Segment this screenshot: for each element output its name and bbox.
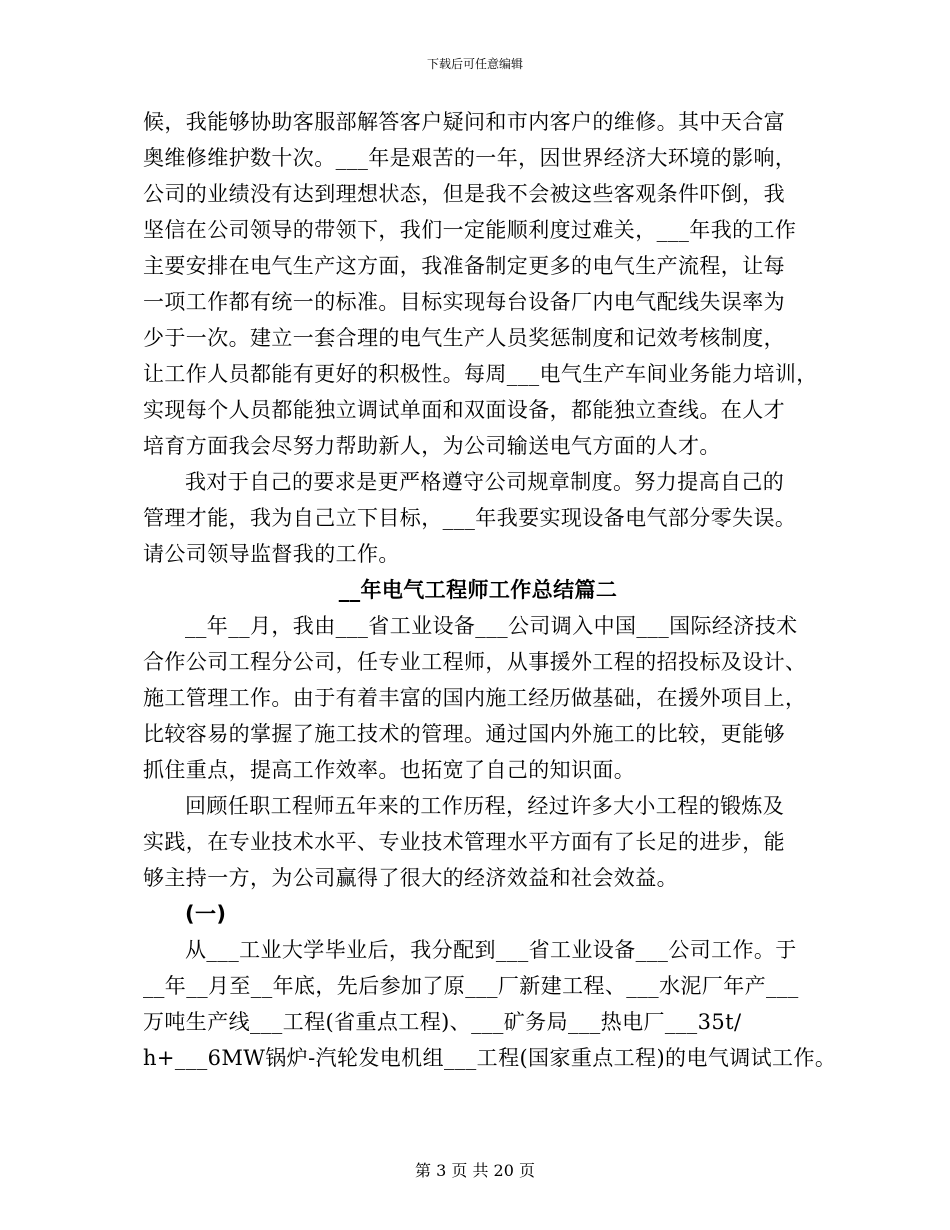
text-line: 合作公司工程分公司，任专业工程师，从事援外工程的招投标及设计、 <box>143 650 807 674</box>
text-line: __年__月至__年底，先后参加了原___厂新建工程、___水泥厂年产___ <box>143 974 799 998</box>
page-footer: 第 3 页 共 20 页 <box>415 1161 535 1180</box>
text-line: 候，我能够协助客服部解答客户疑问和市内客户的维修。其中天合富 <box>143 110 785 134</box>
text-line: 实践，在专业技术水平、专业技术管理水平方面有了长足的进步，能 <box>143 830 785 854</box>
text-line: 培育方面我会尽努力帮助新人，为公司输送电气方面的人才。 <box>143 434 721 458</box>
text-line: 够主持一方，为公司赢得了很大的经济效益和社会效益。 <box>143 866 678 890</box>
text-line: h+___6MW锅炉-汽轮发电机组___工程(国家重点工程)的电气调试工作。 <box>143 1046 837 1070</box>
text-line: 公司的业绩没有达到理想状态，但是我不会被这些客观条件吓倒，我 <box>143 182 785 206</box>
text-line: 比较容易的掌握了施工技术的管理。通过国内外施工的比较，更能够 <box>143 722 785 746</box>
text-line: 实现每个人员都能独立调试单面和双面设备，都能独立查线。在人才 <box>143 398 785 422</box>
text-line: 抓住重点，提高工作效率。也拓宽了自己的知识面。 <box>143 758 636 782</box>
text-line: 一项工作都有统一的标准。目标实现每台设备厂内电气配线失误率为 <box>143 290 785 314</box>
text-line: 请公司领导监督我的工作。 <box>143 542 400 566</box>
text-line: 施工管理工作。由于有着丰富的国内施工经历做基础，在援外项目上， <box>143 686 807 710</box>
paragraph-first-line: 从___工业大学毕业后，我分配到___省工业设备___公司工作。于 <box>185 938 797 962</box>
document-body <box>143 104 837 1076</box>
text-line: 少于一次。建立一套合理的电气生产人员奖惩制度和记效考核制度， <box>143 326 785 350</box>
page-header: 下载后可任意编辑 <box>426 57 523 71</box>
paragraph-first-line: 回顾任职工程师五年来的工作历程，经过许多大小工程的锻炼及 <box>185 794 785 818</box>
section-subheading: (一) <box>185 902 227 926</box>
text-line: 奥维修维护数十次。___年是艰苦的一年，因世界经济大环境的影响， <box>143 146 797 170</box>
text-line: 坚信在公司领导的带领下，我们一定能顺利度过难关，___年我的工作 <box>143 218 797 242</box>
text-line: 主要安排在电气生产这方面，我准备制定更多的电气生产流程，让每 <box>143 254 785 278</box>
text-line: 万吨生产线___工程(省重点工程)、___矿务局___热电厂___35t/ <box>143 1010 742 1034</box>
text-line: 让工作人员都能有更好的积极性。每周___电气生产车间业务能力培训， <box>143 362 818 386</box>
text-line: 管理才能，我为自己立下目标，___年我要实现设备电气部分零失误。 <box>143 506 797 530</box>
section-title: __年电气工程师工作总结篇二 <box>338 578 618 602</box>
paragraph-first-line: __年__月，我由___省工业设备___公司调入中国___国际经济技术 <box>185 614 798 638</box>
paragraph-first-line: 我对于自己的要求是更严格遵守公司规章制度。努力提高自己的 <box>185 470 785 494</box>
